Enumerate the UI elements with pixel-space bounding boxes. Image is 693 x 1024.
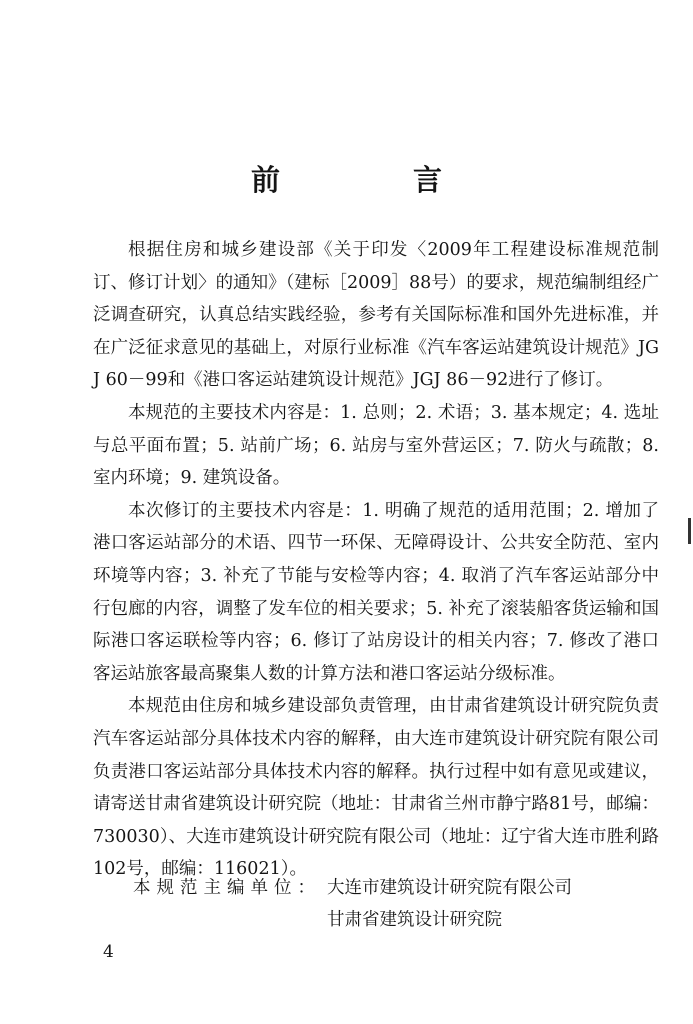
editor-label: 本规范主编单位： bbox=[133, 878, 321, 898]
editor-row-second bbox=[133, 904, 572, 936]
paragraph-revision-basis: 根据住房和城乡建设部《关于印发〈2009年工程建设标准规范制订、修订计划〉的通知》（建标［2009］88号）的要求，规范编制组经广泛调查研究，认真总结实践经验，参考有关国际标准和国外先进标准，并在广泛征求意见的基础上，对原行业标准《汽车客运站建筑设计规范》JGJ 60－99和《港口客运站建筑设计规范》JGJ 86－92进行了修订。 bbox=[93, 240, 659, 391]
paragraph-management: 本规范由住房和城乡建设部负责管理，由甘肃省建筑设计研究院负责汽车客运站部分具体技术内容的解释，由大连市建筑设计研究院有限公司负责港口客运站部分具体技术内容的解释。执行过程中如有意见或建议，请寄送甘肃省建筑设计研究院（地址：甘肃省兰州市静宁路81号，邮编：730030）、大连市建筑设计研究院有限公司（地址：辽宁省大连市胜利路102号，邮编：116021）。 bbox=[93, 696, 659, 880]
scan-edge-mark bbox=[688, 518, 691, 544]
page-number: 4 bbox=[103, 942, 114, 962]
page-title: 前 言 bbox=[250, 163, 494, 197]
editor-row-first bbox=[133, 872, 572, 904]
chief-editor-units bbox=[133, 872, 572, 936]
preface-body bbox=[93, 234, 659, 886]
editor-unit-gansu: 甘肃省建筑设计研究院 bbox=[327, 910, 502, 930]
paragraph-revision-contents: 本次修订的主要技术内容是：1. 明确了规范的适用范围；2. 增加了港口客运站部分的术语、四节一环保、无障碍设计、公共安全防范、室内环境等内容；3. 补充了节能与安检等内容；4. 取消了汽车客运站部分中行包廊的内容，调整了发车位的相关要求；5. 补充了滚装船客货运输和国际港口客运联检等内容；6. 修订了站房设计的相关内容；7. 修改了港口客运站旅客最高聚集人数的计算方法和港口客运站分级标准。 bbox=[93, 500, 659, 684]
editor-unit-dalian: 大连市建筑设计研究院有限公司 bbox=[327, 878, 572, 898]
paragraph-main-contents: 本规范的主要技术内容是：1. 总则；2. 术语；3. 基本规定；4. 选址与总平面布置；5. 站前广场；6. 站房与室外营运区；7. 防火与疏散；8. 室内环境；9. 建筑设备。 bbox=[93, 402, 659, 489]
